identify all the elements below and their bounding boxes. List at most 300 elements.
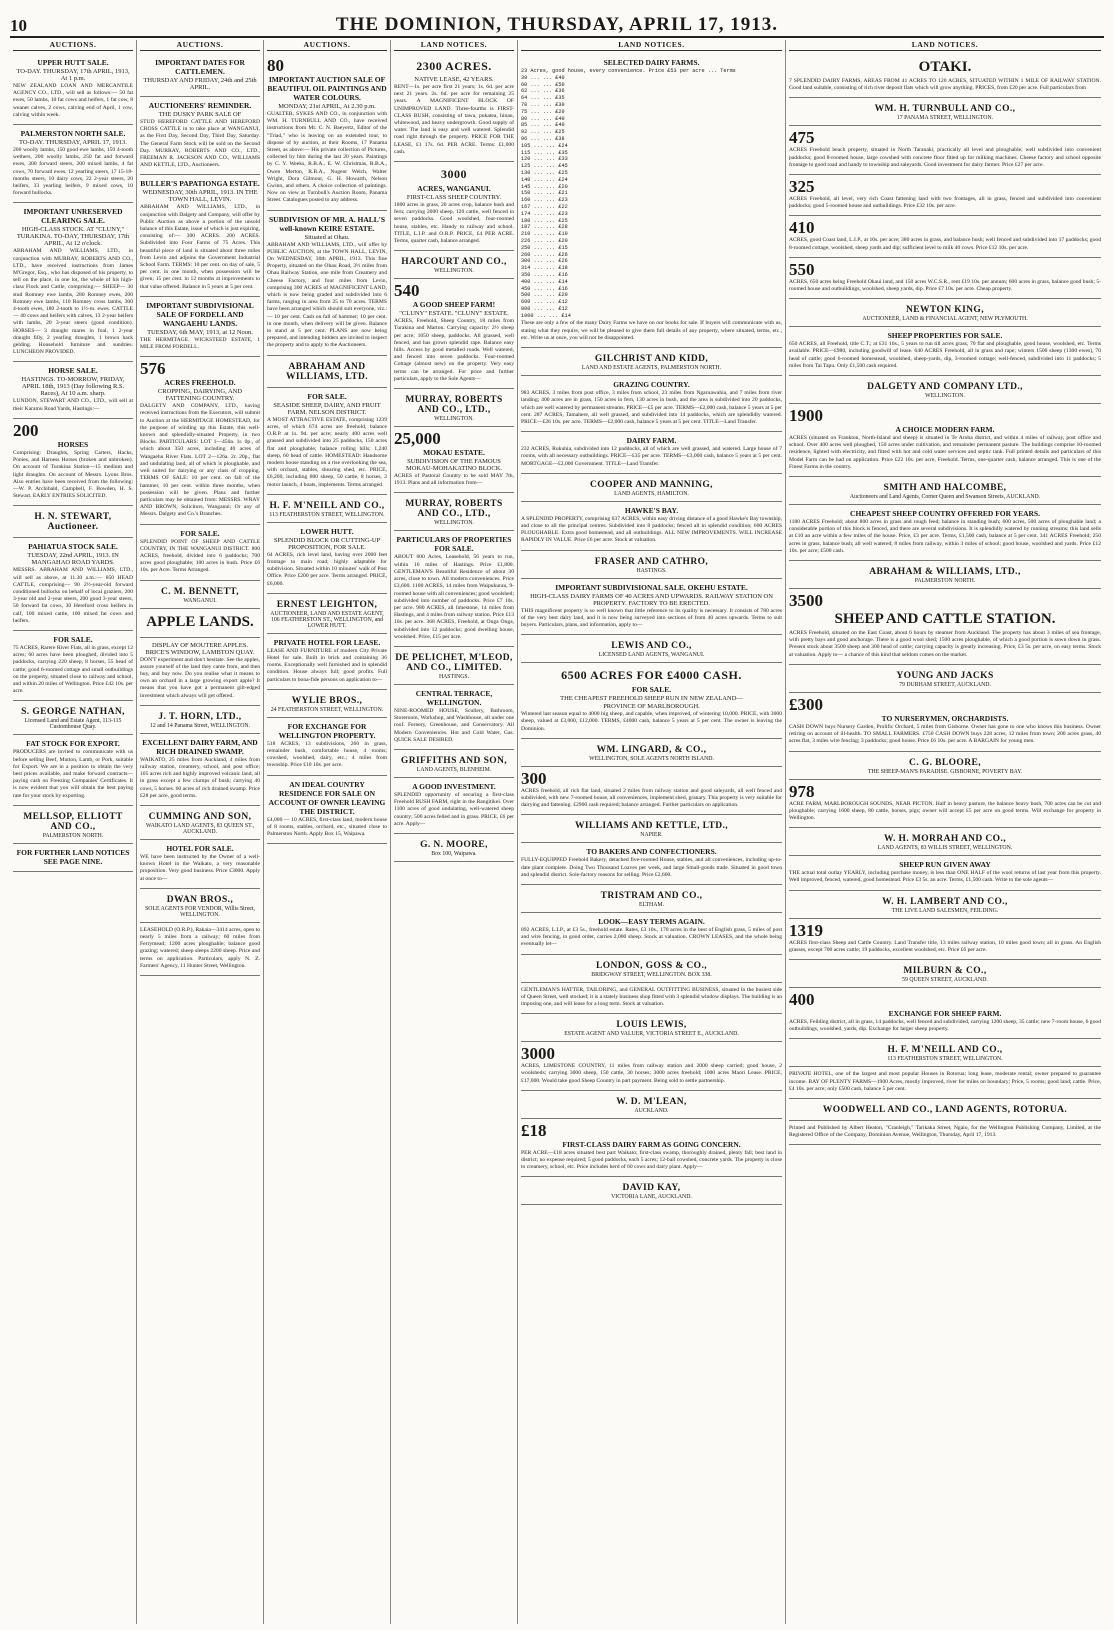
ad-body-text: PER ACRE—£18 acres situated best part Waikato; first-class swamp, thoroughly drained, plenty fall; best land in district; no expense required; 5 good paddocks, each 5 acres; 12-bail cowshed, concrete yards. The property is close to creamery, school, etc. Price includes herd of 60 cows and dairy plant. Apply— <box>521 1149 782 1171</box>
classified-ad[interactable] <box>789 828 1101 856</box>
classified-ad[interactable] <box>521 739 782 767</box>
classified-ad[interactable] <box>394 531 514 646</box>
table-row: 150 ... ... £21 <box>521 190 568 197</box>
agent-name: DAVID KAY, <box>622 1183 681 1194</box>
agent-address: HASTINGS. <box>438 673 470 680</box>
table-row: 85 ... ... £40 <box>521 122 565 129</box>
classified-ad[interactable] <box>521 635 782 663</box>
agent-address: BRIDGWAY STREET, WELLINGTON. BOX 338. <box>591 971 712 978</box>
classified-ad[interactable] <box>789 988 1101 1039</box>
column-heading: LAND NOTICES. <box>394 40 514 51</box>
classified-ad[interactable] <box>140 525 260 581</box>
classified-ad[interactable] <box>789 126 1101 175</box>
ad-heading: AUCTIONEERS' REMINDER. <box>148 101 252 110</box>
agent-address: 113 FEATHERSTON STREET, WELLINGTON. <box>887 1056 1003 1063</box>
agent-name: S. GEORGE NATHAN, <box>21 707 125 718</box>
imprint-footer: Printed and Published by Albert Heaton, "Cranleigh," Tarikaka Street, Ngaio, for the Wellington Publishing Company, Limited, at the Registered Office of the Company, Dominion Avenue, Wellington, Thursday, April 17, 1913. <box>789 1124 1101 1139</box>
ad-figure: 576 <box>140 359 166 379</box>
table-row: 75 ... ... £20 <box>521 108 565 115</box>
table-row: 120 ... ... £33 <box>521 156 568 163</box>
ad-body-text: THE HERMITAGE. WICKSTEED ESTATE, 1 MILE FROM FORDELL. <box>140 336 260 351</box>
classified-ad[interactable] <box>140 175 260 296</box>
classified-ad[interactable] <box>140 581 260 609</box>
agent-name: DALGETY AND COMPANY LTD., <box>867 382 1023 393</box>
agent-name: ABRAHAM & WILLIAMS, LTD., <box>869 567 1021 578</box>
ad-body-text: ACRES Freehold, all level, very rich Coast fattening land with two frontages, all in grass, fenced and subdivided into convenient paddocks; good 5-roomed house and outbuildings. Price £32 10s. per acre. <box>789 196 1101 210</box>
classified-ad[interactable] <box>267 388 387 495</box>
agent-address: AUCTIONEER, LAND AND ESTATE AGENT, 106 FEATHERSTON ST., WELLINGTON, and LOWER HUTT. <box>270 610 384 629</box>
table-row: 260 ... ... £26 <box>521 251 568 258</box>
table-row: 400 ... ... £14 <box>521 278 568 285</box>
classified-ad[interactable] <box>13 203 133 362</box>
ad-body-text: 232 ACRES, Rukuhia, subdivided into 12 paddocks, all of which are well grassed, and watered. Large house of 7 rooms, with all necessary outbuildings. PRICE—£35 per acre. TERMS—£3,000 cash, balance 5 years at 5 per cent. MORTGAGE—£2,000 Government. TITLE—Land Transfer. <box>521 446 782 467</box>
agent-name: H. F. M'NEILL AND CO., <box>887 1045 1003 1056</box>
ad-heading: FAT STOCK FOR EXPORT. <box>26 739 120 749</box>
ad-heading: PARTICULARS OF PROPERTIES FOR SALE. <box>396 535 512 554</box>
column-heading: LAND NOTICES. <box>521 40 782 51</box>
table-row: 167 ... ... £22 <box>521 203 568 210</box>
table-row: 60 ... ... £50 <box>521 81 565 88</box>
classified-ad[interactable] <box>789 376 1101 404</box>
agent-name: WM. LINGARD, & CO., <box>596 744 707 755</box>
agent-address: WAIKATO LAND AGENTS, 83 QUEEN ST., AUCKLAND. <box>145 822 255 835</box>
agent-address: 79 DURHAM STREET, AUCKLAND. <box>899 681 991 688</box>
ad-heading: EXCHANGE FOR SHEEP FARM. <box>888 1008 1002 1018</box>
ad-figure: 3000 <box>521 1044 555 1064</box>
classified-ad[interactable] <box>521 955 782 983</box>
agent-name: W. D. M'LEAN, <box>616 1096 687 1107</box>
agent-address: THE SHEEP-MAN'S PARADISE. GISBORNE, POVERTY BAY. <box>867 768 1023 775</box>
classified-ad[interactable] <box>789 404 1101 477</box>
agent-name: G. N. MOORE, <box>420 839 488 850</box>
classified-ad[interactable] <box>394 647 514 685</box>
agent-address: Auctioneers and Land Agents, Corner Queen and Swanson Streets, AUCKLAND. <box>849 494 1041 501</box>
classified-ad[interactable] <box>789 216 1101 257</box>
classified-ad[interactable] <box>789 919 1101 960</box>
agent-name: HARCOURT AND CO., <box>401 257 507 268</box>
classified-ad[interactable] <box>789 665 1101 693</box>
agent-address: WELLINGTON. <box>434 416 474 423</box>
agent-name: MILBURN & CO., <box>903 965 987 976</box>
agent-name: WYLIE BROS., <box>291 695 363 706</box>
agent-address: Licensed Land and Estate Agent, 113-115 Customhouse Quay. <box>24 718 122 731</box>
ad-body-text: £4,000 — 10 ACRES, first-class land, modern house of 8 rooms, stables, orchard, etc., situated close to Palmerston North. Apply Box 15, Waipawa. <box>267 816 387 837</box>
ad-heading: HOTEL FOR SALE. <box>166 843 234 853</box>
ad-heading: IMPORTANT SUBDIVISIONAL SALE OF FORDELL AND WANGAEHU LANDS. <box>146 300 254 328</box>
agent-name: LOUIS LEWIS, <box>616 1020 687 1031</box>
agent-name: YOUNG AND JACKS <box>896 670 994 681</box>
ad-body-text: ABRAHAM AND WILLIAMS, LTD., in conjunction with MURRAY, ROBERTS AND CO., LTD., have received instructions from James M'Gregor, Esq., who has disposed of his property, to sell on the place, in one lot, the whole of his high-class Flock and Cattle, comprising:— SHEEP— 30 stud Romney ewe lambs, 280 Romney ewes, 200 Romney ewe lambs, 110 Romney cross lambs, 300 4-tooth ewes, 180 2-tooth to 1½-m. ewes. CATTLE— 40 cows and heifers with calves, 13 2-year heifers with lambs, 20 3-year steers (good condition). HORSES— 3 draught mares in foal, 1 2-year draught filly, 2 yearling draughts, 1 brown hack gelding. Household furniture and sundries. LUNCHEON PROVIDED. <box>13 248 133 356</box>
table-row: 600 ... ... £12 <box>521 299 568 306</box>
ad-heading: SHEEP PROPERTIES FOR SALE. <box>887 331 1003 341</box>
classified-ad[interactable] <box>267 594 387 634</box>
ad-body-text: Wintered last season equal to 4000 big sheep, and capable, when improved, of wintering 10,000. PRICE, with 3000 sheep, valued at £3,000, £12,000. TERMS, £4000 cash, balance 5 years at 5 per cent. The owner is leaving the Dominion. <box>521 711 782 732</box>
page-number: 10 <box>10 16 27 35</box>
ad-heading: LOOK—EASY TERMS AGAIN. <box>598 916 705 926</box>
classified-ad[interactable] <box>521 885 782 913</box>
table-row: 450 ... ... £16 <box>521 285 568 292</box>
ad-heading: FOR FURTHER LAND NOTICES SEE PAGE NINE. <box>16 847 130 866</box>
ad-heading: PAHIATUA STOCK SALE. <box>28 542 118 552</box>
table-row: 160 ... ... £23 <box>521 197 568 204</box>
classified-ad[interactable] <box>140 840 260 889</box>
table-row: 180 ... ... £25 <box>521 217 568 224</box>
classified-ad[interactable] <box>521 432 782 474</box>
table-row: 174 ... ... £23 <box>521 210 568 217</box>
classified-ad[interactable] <box>789 856 1101 890</box>
column-heading: LAND NOTICES. <box>789 40 1101 51</box>
column-6[interactable] <box>786 40 1104 1624</box>
classified-ad[interactable] <box>789 1039 1101 1067</box>
classified-ad[interactable] <box>140 889 260 923</box>
agent-address: VICTORIA LANE, AUCKLAND. <box>611 1194 692 1201</box>
table-row: 350 ... ... £16 <box>521 271 568 278</box>
columns <box>10 40 1104 1624</box>
ad-figure: 400 <box>789 989 815 1009</box>
ad-body-text: ABOUT 600 Acres, Leasehold, 56 years to run, within 16 miles of Hastings. Price £1,800. GENTLEMAN'S Beautiful Residence of about 30 acres, close to town. All modern conveniences. Price £3,600. 1100 ACRES, 14 miles from Waipukurau, 9-roomed house with all conveniences; good woolshed; subdivided into number of paddocks. Price £7 10s. per acre. 980 ACRES, all limestone, 14 miles from Hastings, and 4 miles from railway station. Price £13 10s. per acre. 368 ACRES, Freehold, at Onga Onga, subdivided into 12 paddocks; good dwelling house, woolshed. Price, £15 per acre. <box>394 554 514 640</box>
classified-ad[interactable] <box>521 54 782 348</box>
classified-ad[interactable] <box>789 258 1101 299</box>
table-row: 70 ... ... £30 <box>521 101 565 108</box>
classified-ad[interactable] <box>521 1042 782 1091</box>
classified-ad[interactable] <box>13 125 133 203</box>
agent-name: DE PELICHET, M'LEOD, AND CO., LIMITED. <box>395 652 513 673</box>
ad-subheading: HIGH-CLASS DAIRY FARMS OF 40 ACRES AND UPWARDS. RAILWAY STATION ON PROPERTY. FACTORY TO BE ERECTED. <box>530 592 773 607</box>
ad-figure: 325 <box>789 177 815 197</box>
agent-address: LAND AGENTS, BLENHEIM. <box>416 766 492 773</box>
table-row: 187 ... ... £28 <box>521 224 568 231</box>
agent-name: CUMMING AND SON, <box>148 811 252 822</box>
column-4[interactable] <box>391 40 518 1624</box>
ad-heading: IMPORTANT AUCTION SALE OF BEAUTIFUL OIL PAINTINGS AND WATER COLOURS. <box>267 75 387 102</box>
ad-heading: UPPER HUTT SALE. <box>37 58 109 67</box>
ad-heading: AN IDEAL COUNTRY RESIDENCE FOR SALE ON ACCOUNT OF OWNER LEAVING THE DISTRICT. <box>268 779 386 816</box>
ad-large-heading: 3000 <box>441 167 467 182</box>
ad-heading: LOWER HUTT. <box>300 526 354 536</box>
classified-ad[interactable] <box>789 299 1101 327</box>
classified-ad[interactable] <box>521 1177 782 1205</box>
agent-name: GRIFFITHS AND SON, <box>400 755 508 766</box>
agent-name: ERNEST LEIGHTON, <box>276 599 378 610</box>
ad-body-text: THIS magnificent property is so well known that little reference to its quality is necessary. It consists of 780 acres of the very best dairy land, and it is now being surveyed into sections of from 40 acres upwards. Terms to suit buyers. Particulars, plans, and information, apply to— <box>521 607 782 628</box>
classified-ad[interactable] <box>13 631 133 701</box>
ad-subheading: THE DUSKY PARK SALE OF <box>158 111 242 118</box>
classified-ad[interactable] <box>521 913 782 955</box>
ad-heading: SUBDIVISION OF MR. A. HALL'S well-known KEIRE ESTATE. <box>269 214 385 233</box>
classified-ad[interactable] <box>140 609 260 638</box>
column-2[interactable] <box>137 40 264 1624</box>
ad-figure: 200 <box>13 420 39 440</box>
classified-ad[interactable] <box>267 356 387 388</box>
classified-ad[interactable] <box>394 279 514 389</box>
classified-ad[interactable] <box>521 983 782 1015</box>
table-row: 800 ... ... £12 <box>521 305 568 312</box>
classified-ad[interactable] <box>140 297 260 357</box>
table-row: 96 ... ... £38 <box>521 135 565 142</box>
classified-ad[interactable] <box>789 780 1101 829</box>
classified-ad[interactable] <box>521 1119 782 1178</box>
column-1[interactable] <box>10 40 137 1624</box>
classified-ad[interactable] <box>267 690 387 718</box>
ad-heading: CENTRAL TERRACE, WELLINGTON. <box>415 688 493 707</box>
agent-name: C. M. BENNETT, <box>160 586 239 597</box>
classified-ad[interactable] <box>267 776 387 845</box>
column-5[interactable] <box>518 40 786 1624</box>
ad-figure: 550 <box>789 259 815 279</box>
ad-body-text: 64 ACRES, rich level land, having over 2000 feet frontage to main road; highly adaptable for subdivision. Situated within 10 minutes' walk of Post Office. Price £200 per acre. Terms arranged. PRICE, £6,000. <box>267 551 387 587</box>
table-row: 314 ... ... £18 <box>521 265 568 272</box>
classified-ad[interactable] <box>140 734 260 806</box>
ad-subheading: HIGH-CLASS STOCK. AT "CLUNY," TURAKINA. TO-DAY, THURSDAY, 17th APRIL, At 12 o'clock. <box>16 226 130 248</box>
classified-ad[interactable] <box>789 505 1101 561</box>
agent-name: WM. H. TURNBULL AND CO., <box>874 104 1016 115</box>
ad-display-heading: OTAKI. <box>918 59 972 75</box>
classified-ad[interactable] <box>521 843 782 885</box>
classified-ad[interactable] <box>267 211 387 356</box>
classified-ad[interactable] <box>140 54 260 97</box>
classified-ad[interactable] <box>394 834 514 862</box>
classified-ad[interactable] <box>789 561 1101 589</box>
classified-ad[interactable] <box>394 750 514 778</box>
classified-ad[interactable] <box>521 502 782 551</box>
classified-ad[interactable] <box>13 419 133 506</box>
ad-heading: IMPORTANT UNRESERVED CLEARING SALE. <box>23 207 123 226</box>
ad-figure: 300 <box>521 768 547 788</box>
agent-address: 24 FEATHERSTON STREET, WELLINGTON. <box>270 706 384 713</box>
column-heading: AUCTIONS. <box>140 40 260 51</box>
classified-ad[interactable] <box>521 551 782 579</box>
ad-body-text: 1180 ACRES Freehold; about 800 acres in grass and rough feed; balance in standing bush; 600 acres, 500 acres of ploughable land; a considerable portion of this block is fenced, and there are several subdivisions. It is splendidly watered by running streams; this land sells at £10 an acre within a few miles of the house. Price, £3 per acre. Terms, £1,500 cash, balance at 5 per cent. 341 ACRES Freehold; 250 acres in grass, balance bush; all well watered; 8 miles from railway, within 3 miles of school; good house, woolshed and yards. Price £12 10s. per acre; £500 cash. <box>789 519 1101 554</box>
agent-name: H. N. STEWART, Auctioneer. <box>34 512 112 533</box>
ad-body-text: ACRES, good Coast land, L.I.P., at 10s. per acre; 380 acres in grass, and balance bush; well fenced and subdivided into 17 paddocks; good 8-roomed cottage, woolshed, sheep yards and dip; sufficient level to milk 40 cows. Price £12 10s. per acre. <box>789 237 1101 251</box>
classified-ad[interactable] <box>521 663 782 739</box>
agent-address: LAND AGENTS, 83 WILLIS STREET, WELLINGTON. <box>877 845 1013 852</box>
ad-body-text: THE actual total outlay YEARLY, including purchase money, is less than ONE HALF of the wool returns of last year from this property. Well improved, fenced, watered, good homestead. Price £3 5s. an acre. Terms, £1,500 cash. Write to the sole agents— <box>789 870 1101 884</box>
table-row: 115 ... ... £35 <box>521 149 568 156</box>
classified-ad[interactable] <box>394 389 514 427</box>
ad-body-text: A SPLENDID PROPERTY, comprising 637 ACRES, within easy driving distance of a good Hawke's Bay township, and close to all the principal centres. Subdivided into 8 paddocks; fenced all in splendid condition; 600 ACRES PLOUGHABLE. Extra good homestead, and all outbuildings. ALL NEW IMPROVEMENTS. WILL INCREASE RAPIDLY IN VALUE. Price £6 per acre. Stock at valuation. <box>521 515 782 544</box>
classified-ad[interactable] <box>13 701 133 735</box>
ad-body-text: LEASEHOLD (O.R.P.), Rakaia—3414 acres, open to nearly 5 miles from a railway; 60 miles from Ferrymead; 1200 acres ploughable; balance good grazing; watered; sheep sleeps 2200 sheep. Price and terms on application. Particulars, apply N. Z. Farmers' Agency, 11 Hunter Street, Wellington. <box>140 926 260 969</box>
classified-ad[interactable] <box>13 506 133 538</box>
classified-ad[interactable] <box>267 718 387 776</box>
agent-name: MURRAY, ROBERTS AND CO., LTD., <box>405 499 503 520</box>
ad-body-text: WE have been instructed by the Owner of a well-known Hotel in the Waikato, a very reasonable proposition. Very good business. Price £3000. Apply at once to— <box>140 853 260 882</box>
ad-subheading: TO-DAY. THURSDAY, APRIL 17, 1913. <box>19 139 127 147</box>
ad-body-text: 650 ACRES, all Freehold, title C.T.; at £31 10s., 5 years to run till acres grass, 70 flat and ploughable, good house, woolshed, etc. Terms available. PRICE—£980, including goodwill of lease. 640 ACRES Freehold, all in grass and rape; winters 1500 sheep (1300 ewes), 70 head of cattle; good 6-roomed homestead, woolshed, sheep-yards, dip, 3-roomed cottage; well-fenced, subdivided into 11 paddocks; 5 miles from Tai Tapu. Only £1,500 cash required. <box>789 341 1101 369</box>
agent-name: C. G. BLOORE, <box>909 757 981 768</box>
ad-subheading: CROPPING, DAIRYING, AND FATTENING COUNTRY. <box>157 388 243 403</box>
ad-figure: 410 <box>789 218 815 238</box>
classified-ad[interactable] <box>789 960 1101 988</box>
classified-ad[interactable] <box>394 427 514 493</box>
ad-figure: 978 <box>789 781 815 801</box>
ad-heading: IMPORTANT DATES FOR CATTLEMEN. <box>155 58 245 76</box>
classified-ad[interactable] <box>140 706 260 734</box>
classified-ad[interactable] <box>789 891 1101 919</box>
ad-body-text: These are only a few of the many Dairy Farms we have on our books for sale. If buyers will communicate with us, stating what they require, we will be pleased to give them full details of any property, where situated, terms, etc., etc. Write us at once, you will not be disappointed. <box>521 320 782 341</box>
agent-address: ESTATE AGENT AND VALUER, VICTORIA STREET E., AUCKLAND. <box>564 1031 739 1038</box>
ad-body-text: ACRES, Feilding district, all in grass, 14 paddocks, well fenced and subdivided, carrying 1200 sheep, 35 cattle; new 7-room house, 6 good outbuildings, woolshed, yards, dip. Exchange for larger sheep property. <box>789 1018 1101 1033</box>
agent-name: ABRAHAM AND WILLIAMS, LTD. <box>285 361 369 382</box>
classified-ad[interactable] <box>140 97 260 175</box>
ad-heading: HORSES <box>57 439 89 449</box>
ad-heading: IMPORTANT SUBDIVISIONAL SALE. OKEHU ESTATE. <box>555 582 748 592</box>
agent-address: PALMERSTON NORTH. <box>42 832 104 839</box>
ad-body-text: DON'T experiment and don't hesitate. See the apples, assure yourself of the land they came from, and then buy, and buy now. Do you realise what it means to own an orchard in a large growing export apple? It means that you have got a permanent gilt-edged investment which always will get offered. <box>140 656 260 699</box>
ad-body-text: ACRES, LIMESTONE COUNTRY, 11 miles from railway station and 2000 sheep carried; good house, 2 woolsheds; carrying 3000 sheep, 150 cattle, 30 horses; 3000 acres freehold; 1000 acres Maori Lease. PRICE, £17,000. Would take good Sheep Country in part payment. Being sold to settle partnership. <box>521 1063 782 1084</box>
agent-name: COOPER AND MANNING, <box>590 479 713 490</box>
ad-body-text: RENT—1s. per acre first 21 years; 1s. 6d. per acre next 21 years. 2s. 6d. per acre for remaining 25 years. A MAGNIFICENT BLOCK OF UNIMPROVED LAND. Three-fourths is FIRST-CLASS BUSH, consisting of tawa, pukatea, hinau, whitewood, and heavy undergrowth. Good supply of water. The land is easy and well watered. Splendid road right through the property. PRICE FOR THE LEASE, £1 17s. 6d. PER ACRE. Terms: £1,000 cash. <box>394 84 514 155</box>
classified-ad[interactable] <box>521 1091 782 1119</box>
classified-ad[interactable] <box>789 589 1101 665</box>
ad-heading: PALMERSTON NORTH SALE. <box>20 129 126 139</box>
classified-ad[interactable] <box>521 1014 782 1042</box>
agent-name: TRISTRAM AND CO., <box>600 890 703 901</box>
ad-body-text: ABRAHAM AND WILLIAMS, LTD., in conjunction with Dalgety and Company, will offer by Public Auction as above a portion of the unsold balance of this Estate, issue of which is just expiring, consisting of:— 300 ACRES. 200 ACRES. Subdivided into Four Farms of 75 Acres. This beautiful piece of land is situated about three miles from Levin and adjoins the Government Industrial School Farm. TERMS: 10 per cent. on day of sale, 5 per cent. in one month, when possession will be given; 15 per cent. in 12 months at improvements to that value offered. Balance in 5 years at 5 per cent. <box>140 204 260 290</box>
ad-body-text: SPLENDID opportunity of securing a first-class Freehold BUSH FARM, right in the Rangitikei. Over 1100 acres of good undulating, well-watered sheep country; 500 acres felled and in grass. PRICE, £6 per acre. Apply— <box>394 791 514 827</box>
classified-ad[interactable] <box>140 806 260 840</box>
agent-name: W. H. MORRAH AND CO., <box>883 834 1007 845</box>
agent-address: WELLINGTON. <box>434 520 474 527</box>
classified-ad[interactable] <box>521 815 782 843</box>
ad-body-text: ACRES first-class Sheep and Cattle Country. Land Transfer title, 13 miles railway station, 10 miles good town; all in grass. An English grasses, except 700 acres cattle; 19 paddocks, excellent woolshed, etc. Price £6 per acre. <box>789 939 1101 953</box>
ad-heading: A GOOD INVESTMENT. <box>412 781 496 791</box>
ad-body-text: FULLY-EQUIPPED Freehold Bakery, detached five-roomed House, stables, and all conveniences, including up-to-date plant complete. Doing Two Thousand Loaves per week, and large Small-goods trade. Situated in good town and splendid district. Sole-factory reasons for selling. Price £2,600. <box>521 857 782 878</box>
agent-name: WILLIAMS AND KETTLE, LTD., <box>574 821 729 832</box>
classified-ad[interactable] <box>789 98 1101 126</box>
ad-body-text: 518 ACRES, 13 subdivisions, 260 in grass, remainder bush, comfortable house, 4 rooms; cowshed, woolshed, dairy, etc.; 4 miles from township. Price £10 10s. per acre. <box>267 740 387 769</box>
ad-figure: 80 <box>267 56 284 75</box>
classified-ad[interactable] <box>789 1099 1101 1121</box>
classified-ad[interactable] <box>521 767 782 816</box>
classified-ad[interactable] <box>267 495 387 523</box>
ad-heading: MOKAU ESTATE. <box>423 448 485 458</box>
classified-ad[interactable] <box>521 376 782 432</box>
farm-price-table <box>521 68 782 319</box>
ad-heading: FOR SALE. <box>180 528 220 538</box>
classified-ad[interactable] <box>789 752 1101 780</box>
classified-ad[interactable] <box>394 54 514 162</box>
ad-body-text: 200 woolly lambs, 150 good ewe lambs, 150 4-tooth wethers, 200 woolly lambs, 250 fat and forward ewes, 300 forward steers, 200 mixed lambs, 4 fat cows, 70 forward ewes, 12 yearling steers, 17 15-18-months steers, 10 dairy cows, 22 2-year steers, 20 heifers, 33 yearling heifers, 9 mixed cows, 10 forward bullocks. <box>13 147 133 197</box>
classified-ad[interactable] <box>267 54 387 211</box>
agent-name: W. H. LAMBERT AND CO., <box>882 896 1008 907</box>
agent-address: SOLE AGENTS FOR VENDOR, Willis Street, WELLINGTON. <box>145 905 255 918</box>
classified-ad[interactable] <box>789 327 1101 376</box>
classified-ad[interactable] <box>789 693 1101 752</box>
agent-name: FRASER AND CATHRO, <box>594 556 709 567</box>
classified-ad[interactable] <box>140 357 260 524</box>
agent-name: NEWTON KING, <box>906 305 984 316</box>
classified-ad[interactable] <box>789 477 1101 505</box>
ad-display-heading: APPLE LANDS. <box>146 613 254 630</box>
ad-body-text: CASH DOWN buys Nursery Garden, Prolific Orchard, 5 miles from Gisborne. Owner has gone to one who knows this business. Owner retiring on account of ill-health. TO SMALL FARMERS. £750 CASH DOWN buys 228 acres, 12 miles from town; 200 acres grass, 40 acres flat, 3 miles wire fencing; 3 paddocks; good house. Price £6 10s. per acre. A BARGAIN for young men. <box>789 723 1101 745</box>
classified-ad[interactable] <box>789 54 1101 98</box>
agent-address: LAND AGENTS, HAMILTON. <box>614 490 689 497</box>
ad-body-text: STUD HEREFORD CATTLE AND HEREFORD CROSS CATTLE in to take place at WANGANUI, as the First Day, Second Day, Third Day, Saturday. The General Farm Stock will be sold on the Second Day. MURRAY, ROBERTS AND CO., LTD., FREEMAN R. JACKSON AND CO., WILLIAMS AND KETTLE, LTD., Auctioneers. <box>140 119 260 169</box>
ad-body-text: A MOST ATTRACTIVE ESTATE, comprising 1239 acres, of which 674 acres are freehold, balance O.R.P. at 1s. 9d. per acre; nearly 400 acres well grassed and subdivided into 25 paddocks, 150 acres flat and ploughable; balance rolling hills; 1,240 sheep, 60 head of cattle. HOMESTEAD: Handsome modern house standing on a rise overlooking the sea, with orchard, stables, shearing shed, etc. PRICE, £6,200, including 800 sheep, 50 cattle, 8 horses, 2 motor launch, 4 boats, implements. Terms arranged. <box>267 416 387 488</box>
ad-figure: 25,000 <box>394 429 441 449</box>
ad-body-text: ACRES, Freehold, Sheep Country, 18 miles from Turakina and Marton. Carrying capacity: 2½ sheep per acre; 1050 sheep, paddocks. All grassed, well fenced, and has grown splendid rape. Balance easy hills. Access by good metalled roads. Well watered, and fenced into seven paddocks. Four-roomed Cottage (almost new) on the property. Very easy terms can be arranged. For price and further particulars, apply to the Sole Agents— <box>394 318 514 382</box>
classified-ad[interactable] <box>521 474 782 502</box>
ad-heading: A GOOD SHEEP FARM! <box>412 300 496 310</box>
ad-heading: A CHOICE MODERN FARM. <box>895 425 995 435</box>
agent-address: PALMERSTON NORTH. <box>914 578 976 585</box>
ad-subheading: TUESDAY, 6th MAY, 1913, at 12 Noon. <box>147 328 253 336</box>
ad-subheading: "CLUNY" ESTATE. "CLUNY" ESTATE. <box>399 310 509 318</box>
ad-body-text: ACRES of Pastoral Country to be sold MAY 7th, 1913. Plans and all information from— <box>394 473 514 487</box>
column-3[interactable] <box>264 40 391 1624</box>
ad-subheading: MONDAY, 21st APRIL, At 2.30 p.m. <box>278 103 376 110</box>
ad-heading: BULLER'S PAPATIONGA ESTATE. <box>140 179 260 189</box>
classified-ad[interactable] <box>789 1121 1101 1145</box>
classified-ad[interactable] <box>13 54 133 125</box>
ad-body-text: NINE-ROOMED HOUSE, Scullery, Bathroom, Storeroom, Workshop, and Washhouse, all under one roof. Fernery, Greenhouse, and Conservatory. All Modern Conveniences. Hot and Cold Water, Gas. QUICK SALE DESIRED. <box>394 707 514 743</box>
classified-ad[interactable] <box>521 348 782 376</box>
ad-subheading: SPLENDID BLOCK OR CUTTING-UP PROPOSITION, FOR SALE. <box>273 536 381 551</box>
agent-address: HASTINGS. <box>636 567 667 574</box>
classified-ad[interactable] <box>13 735 133 805</box>
agent-address: 17 PANAMA STREET, WELLINGTON. <box>896 115 994 122</box>
table-row: 23 Acres, good house, every convenience. Price £53 per acre ... Terms <box>521 68 736 74</box>
ad-heading: HAWKE'S BAY. <box>624 505 679 515</box>
ad-heading: FOR SALE. <box>53 634 93 644</box>
agent-name: J. T. HORN, LTD., <box>158 711 242 722</box>
ad-body-text: ACRES Freehold, situated on the East Coast, about 6 hours by steamer from Auckland. The property has about 3 miles of sea frontage, with pretty bays and good anchorage. There is a good wool shed; 1500 acres ploughable, of which a good portion is sown down in grass. Present stock about 3500 sheep and 300 head of cattle; carrying capacity is greatly increasing. Price, £3 5s. per acre, on easy terms. Stock at valuation. Apply to— a chance of this kind that seldom comes on the market. <box>789 630 1101 658</box>
agent-name: LONDON, GOSS & CO., <box>595 960 708 971</box>
classified-ad[interactable] <box>394 251 514 279</box>
table-row: 80 ... ... £40 <box>521 115 565 122</box>
ad-subheading: PROVINCE OF MARLBOROUGH. <box>603 703 700 711</box>
ad-large-heading: 2300 ACRES. <box>416 59 492 73</box>
classified-ad[interactable] <box>394 162 514 251</box>
ad-body-text: ACRES Freehold beach property, situated in North Taranaki, practically all level and ploughable; well subdivided into convenient paddocks; good 8-roomed house, large cowshed with concrete floor fitted up for milking machines. Cheese factory and school opposite frontage to good road and handy to township and saleyards. Good investment for dairy farmer. Price £27 per acre. <box>789 147 1101 168</box>
agent-address: LAND AND ESTATE AGENTS, PALMERSTON NORTH. <box>581 365 722 372</box>
classified-ad[interactable] <box>267 634 387 690</box>
agent-address: THE LIVE LAND SALESMEN, FEILDING. <box>891 907 999 914</box>
agent-name: WOODWELL AND CO., LAND AGENTS, ROTORUA. <box>822 1104 1068 1115</box>
classified-ad[interactable] <box>394 778 514 834</box>
ad-subheading: TO-DAY. THURSDAY, 17th APRIL, 1913, At 1 p.m. <box>16 68 130 82</box>
classified-ad[interactable] <box>394 493 514 531</box>
classified-ad[interactable] <box>267 523 387 594</box>
classified-ad[interactable] <box>13 806 133 844</box>
classified-ad[interactable] <box>13 362 133 418</box>
agent-name: MELLSOP, ELLIOTT AND CO., <box>23 811 123 832</box>
classified-ad[interactable] <box>394 685 514 750</box>
classified-ad[interactable] <box>789 175 1101 216</box>
ad-heading: PRIVATE HOTEL FOR LEASE. <box>273 637 381 647</box>
column-heading: AUCTIONS. <box>13 40 133 51</box>
classified-ad[interactable] <box>13 538 133 631</box>
classified-ad[interactable] <box>140 923 260 976</box>
table-row: 140 ... ... £24 <box>521 176 568 183</box>
ad-heading: DAIRY FARM. <box>626 436 677 446</box>
ad-body-text: PRIVATE HOTEL, one of the largest and most popular Houses in Rotorua; long lease, moderate rental; owner prepared to guarantee income. BAY OF PLENTY FARMS—1900 Acres, mostly improved, river for miles on boundary; Price, 5 rooms; good land; cattle. Price, £4 10s. per acre; only £500 cash, balance 5 per cent. <box>789 1071 1101 1092</box>
agent-address: 12 and 14 Panama Street, WELLINGTON. <box>149 722 251 729</box>
ad-subheading: DISPLAY OF MOUTERE APPLES. BRICE'S WINDOW, LAMBTON QUAY. <box>145 641 255 656</box>
ad-body-text: DALGETY AND COMPANY, LTD., having received instructions from the Executors, will submit to Auction at the HERMITAGE HOMESTEAD, for the purpose of winding up this Estate, this well-known and splendidly-situated Property, in two Blocks. PARTICULARS: LOT 1—450a. 1r. 0p., of which about 350 acres, including 40 acres of Wangaehu River Flats. LOT 2—126a. 2r. 20p., flat and undulating land, all of which is ploughable, and well suited for dairying or any class of cropping. TERMS OF SALE: 10 per cent. on fall of the hammer, 10 per cent. within three months, when possession will be given. Plans and further particulars may be obtained from: MESSRS. WRAY AND BROWN, Solicitors, Wanganui; Or any of Messrs. Dalgety and Co.'s Branches. <box>140 403 260 518</box>
ad-heading: ACRES, WANGANUI. <box>417 184 491 194</box>
table-row: 300 ... ... £26 <box>521 258 568 265</box>
classified-ad[interactable] <box>789 1067 1101 1099</box>
classified-ad[interactable] <box>140 638 260 706</box>
ad-heading: FOR SALE. <box>307 391 347 401</box>
classified-ad[interactable] <box>521 579 782 636</box>
ad-body-text: LUNDON, STEWART AND CO., LTD., will sell at their Karamu Road Yards, Hastings:— <box>13 398 133 412</box>
classified-ad[interactable] <box>13 844 133 872</box>
agent-address: WELLINGTON. <box>925 393 965 400</box>
